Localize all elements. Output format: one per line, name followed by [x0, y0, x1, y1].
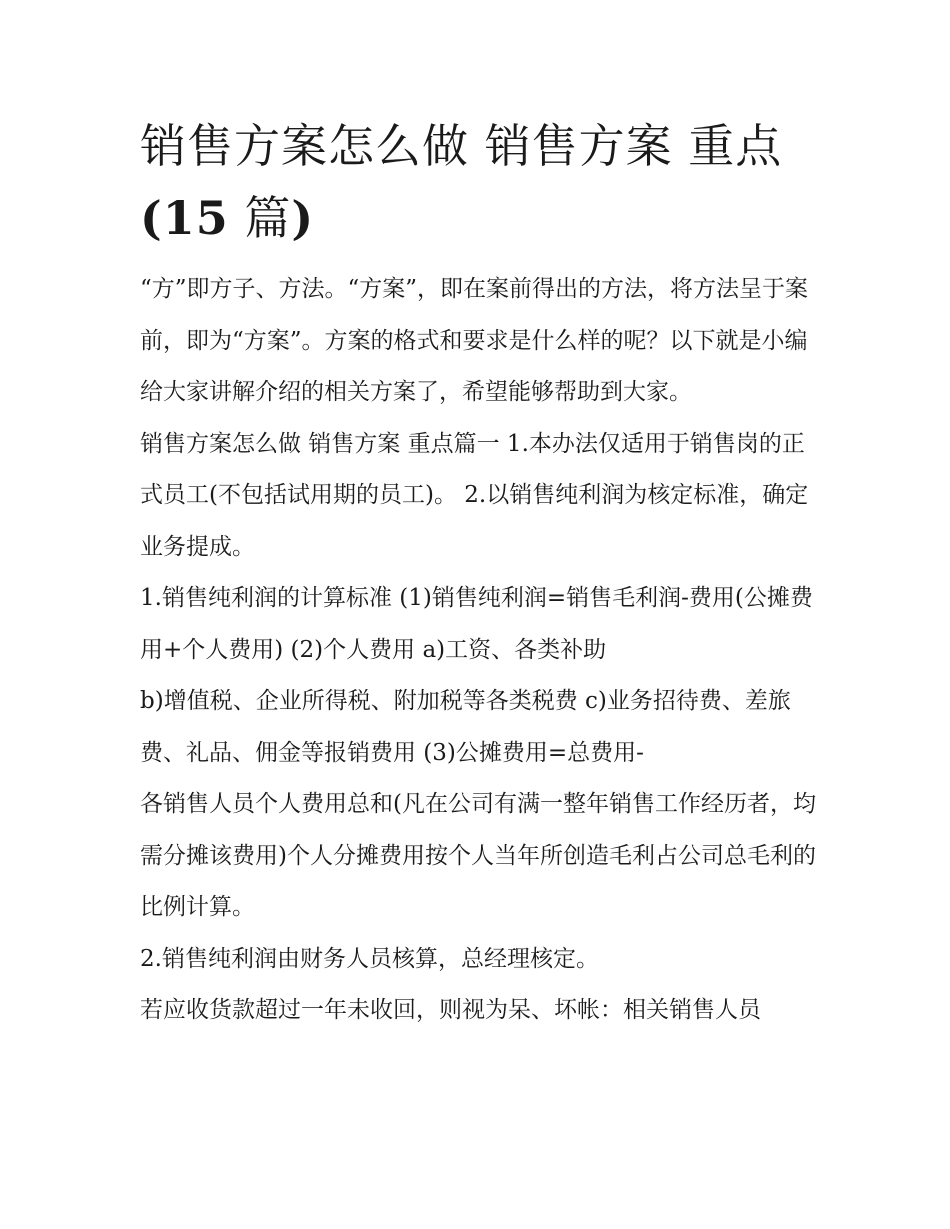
paragraph-taxes: b)增值税、企业所得税、附加税等各类税费 c)业务招待费、差旅费、礼品、佣金等报销费用 (3)公摊费用=总费用-	[140, 688, 791, 766]
title-close: )	[291, 191, 315, 245]
paragraph-receivables: 若应收货款超过一年未收回，则视为呆、坏帐：相关销售人员	[140, 997, 761, 1023]
paragraph-shared-costs: 各销售人员个人费用总和(凡在公司有满一整年销售工作经历者，均需分摊该费用)个人分摊费用按个人当年所创造毛利占公司总毛利的比例计算。	[140, 791, 816, 920]
document-page	[140, 110, 820, 1037]
paragraph-calc-standard: 1.销售纯利润的计算标准 (1)销售纯利润=销售毛利润-费用(公摊费用+个人费用) (2)个人费用 a)工资、各类补助	[140, 585, 813, 663]
paragraph-accounting: 2.销售纯利润由财务人员核算，总经理核定。	[140, 945, 599, 972]
paragraph-scope: 销售方案怎么做 销售方案 重点篇一 1.本办法仅适用于销售岗的正式员工(不包括试用期的员工)。 2.以销售纯利润为核定标准，确定业务提成。	[140, 430, 809, 560]
paragraph-intro: “方”即方子、方法。“方案”，即在案前得出的方法，将方法呈于案前，即为“方案”。方案的格式和要求是什么样的呢？以下就是小编给大家讲解介绍的相关方案了，希望能够帮助到大家。	[140, 276, 809, 405]
title-main: 销售方案怎么做 销售方案 重点	[140, 119, 783, 173]
document-title	[140, 110, 820, 254]
title-count: (15	[140, 191, 229, 245]
title-unit: 篇	[244, 191, 292, 245]
